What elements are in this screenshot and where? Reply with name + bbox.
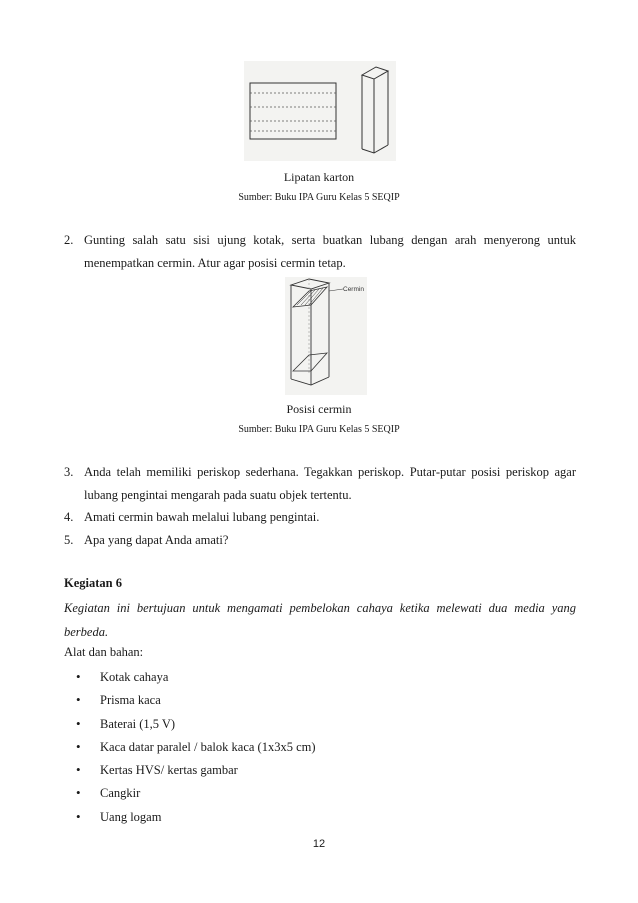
list-item-text: Cangkir [100,786,141,801]
page-number: 12 [312,838,326,850]
list-item-text: Uang logam [100,809,162,824]
list-item-text: Kotak cahaya [100,670,169,684]
alat-bahan-label: Alat dan bahan: [64,645,144,659]
list-item [76,737,316,760]
bullet-icon: • [76,762,81,778]
step-number: 2. [64,233,74,247]
step-5 [64,529,576,552]
list-item [76,714,316,737]
figure-lipatan-karton [244,61,396,161]
list-item-text: Baterai (1,5 V) [100,716,176,731]
bullet-icon: • [76,785,81,801]
list-item [76,667,316,690]
list-item-text: Prisma kaca [100,693,161,708]
list-item [76,807,316,830]
list-item [76,783,316,806]
bullet-icon: • [76,808,81,824]
alat-bahan-list [76,667,316,830]
step-2 [64,229,576,275]
bullet-icon: • [76,669,81,684]
figure2-caption: Posisi cermin [286,402,352,416]
figure1-source: Sumber: Buku IPA Guru Kelas 5 SEQIP [238,192,400,203]
bullet-icon: • [76,715,81,731]
step-number: 5. [64,533,74,547]
step-number: 4. [64,510,74,524]
step-3 [64,461,576,507]
step-text: Gunting salah satu sisi ujung kotak, serta buatkan lubang dengan arah menyerong untuk menempatkan cermin. Atur agar posisi cermin tetap. [84,233,576,270]
kegiatan-title: Kegiatan 6 [64,576,122,590]
list-item [76,760,316,783]
figure1-caption: Lipatan karton [283,170,355,184]
step-text: Amati cermin bawah melalui lubang pengintai. [84,510,320,524]
step-4 [64,506,576,529]
figure-posisi-cermin [285,277,367,395]
list-item [76,690,316,713]
step-text: Anda telah memiliki periskop sederhana. Tegakkan periskop. Putar-putar posisi periskop agar lubang pengintai mengarah pada suatu objek tertentu. [84,465,576,502]
list-item-text: Kaca datar paralel / balok kaca (1x3x5 cm) [100,739,316,754]
bullet-icon: • [76,738,81,754]
step-number: 3. [64,465,74,479]
list-item-text: Kertas HVS/ kertas gambar [100,763,238,778]
bullet-icon: • [76,692,81,708]
step-text: Apa yang dapat Anda amati? [84,533,229,547]
figure2-source: Sumber: Buku IPA Guru Kelas 5 SEQIP [238,424,400,435]
figure2-label: Cermin [343,286,364,293]
kegiatan-tujuan: Kegiatan ini bertujuan untuk mengamati pembelokan cahaya ketika melewati dua media yang berbeda. [64,601,576,639]
